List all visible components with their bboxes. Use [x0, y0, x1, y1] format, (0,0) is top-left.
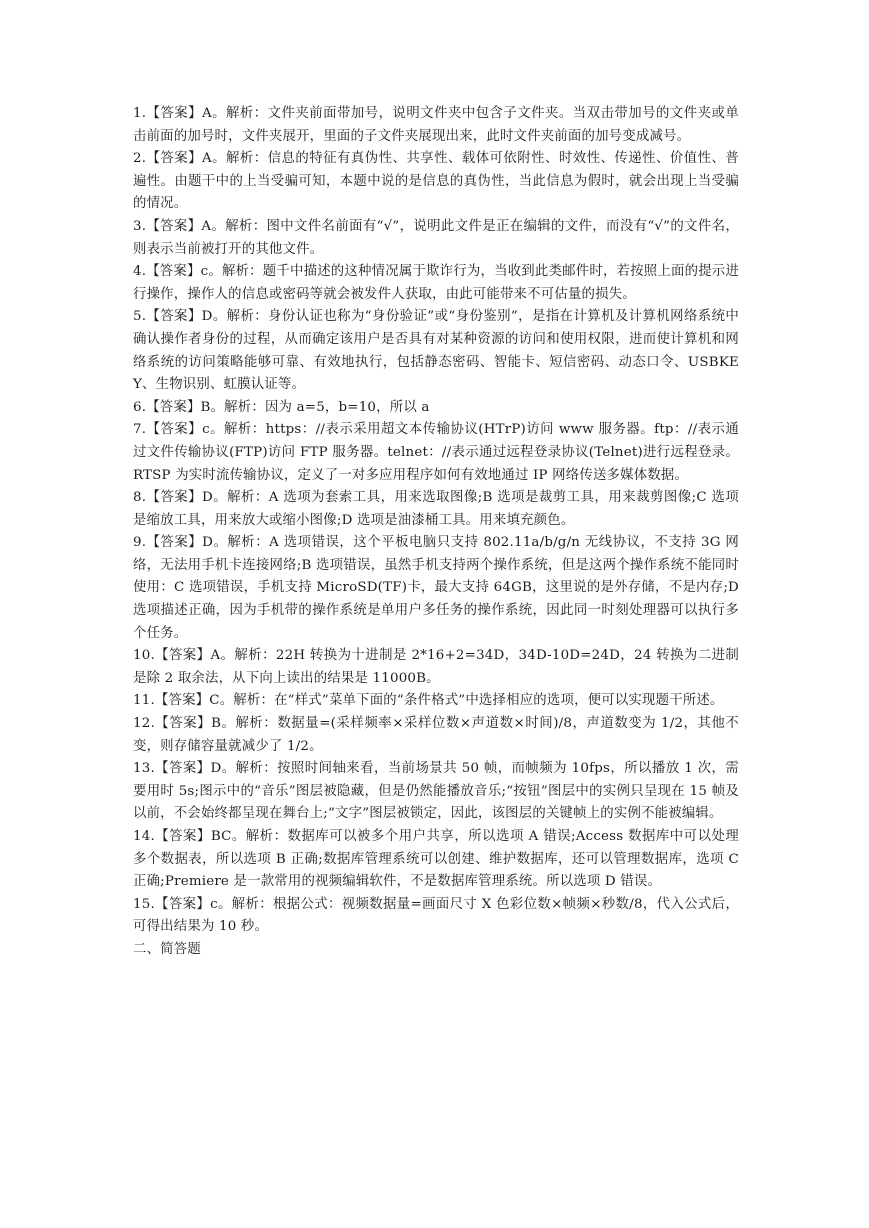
answer-item-10: [133, 645, 739, 690]
answer-number: 11.: [133, 693, 155, 709]
answer-item-3: [133, 216, 739, 261]
answer-item-8: [133, 487, 739, 532]
answer-number: 5.: [133, 309, 147, 325]
answer-item-5: [133, 306, 739, 396]
answer-text: 【答案】B。解析：数据量=(采样频率×采样位数×声道数×时间)/8，声道数变为 1/2，其他不变，则存储容量就减少了 1/2。: [133, 716, 739, 754]
answer-number: 13.: [133, 761, 155, 777]
answer-item-12: [133, 713, 739, 758]
answer-text: 【答案】D。解析：A 选项错误，这个平板电脑只支持 802.11a/b/g/n 无线协议，不支持 3G 网络，无法用手机卡连接网络;B 选项错误，虽然手机支持两个操作系统，但是这两个操作系统不能同时使用：C 选项错误，手机支持 MicroSD(TF)卡，最大支持 64GB，这里说的是外存储，不是内存;D 选项描述正确，因为手机带的操作系统是单用户多任务的操作系统，因此同一时刻处理器可以执行多个任务。: [133, 535, 739, 641]
answer-number: 14.: [133, 829, 155, 844]
answer-number: 12.: [133, 716, 155, 732]
answer-number: 2.: [133, 151, 147, 167]
answer-text: 【答案】BC。解析：数据库可以被多个用户共享，所以选项 A 错误;Access 数据库中可以处理多个数据表，所以选项 B 正确;数据库管理系统可以创建、维护数据库，还可以管理数据库，选项 C 正确;Premiere 是一款常用的视频编辑软件，不是数据库管理系统。所以选项 D 错误。: [133, 829, 739, 890]
answer-number: 6.: [133, 399, 147, 415]
answer-text: 【答案】D。解析：A 选项为套索工具，用来选取图像;B 选项是裁剪工具，用来裁剪图像;C 选项是缩放工具，用来放大或缩小图像;D 选项是油漆桶工具。用来填充颜色。: [133, 490, 739, 528]
answer-item-9: [133, 532, 739, 645]
answer-number: 9.: [133, 535, 147, 551]
answer-number: 3.: [133, 218, 147, 234]
answer-text: 【答案】A。解析：信息的特征有真伪性、共享性、载体可依附性、时效性、传递性、价值性、普遍性。由题干中的上当受骗可知，本题中说的是信息的真伪性，当此信息为假时，就会出现上当受骗的情况。: [133, 151, 739, 212]
answer-number: 10.: [133, 648, 155, 664]
answer-text: 【答案】c。解析：https：//表示采用超文本传输协议(HTrP)访问 www 服务器。ftp：//表示通过文件传输协议(FTP)访问 FTP 服务器。telnet：//表示通过远程登录协议(Telnet)进行远程登录。RTSP 为实时流传输协议，定义了一对多应用程序如何有效地通过 IP 网络传送多媒体数据。: [133, 422, 739, 483]
answer-item-4: [133, 261, 739, 306]
answer-text: 【答案】A。解析：图中文件名前面有“√”，说明此文件是正在编辑的文件，而没有“√”的文件名，则表示当前被打开的其他文件。: [133, 218, 739, 257]
answer-text: 【答案】B。解析：因为 a=5，b=10，所以 a: [146, 399, 430, 415]
answer-key-body: [133, 103, 739, 962]
answer-item-15: [133, 894, 739, 939]
answer-number: 15.: [133, 896, 155, 912]
answer-item-2: [133, 148, 739, 216]
answer-number: 1.: [133, 106, 147, 121]
answer-item-11: [133, 690, 739, 713]
answer-text: 【答案】D。解析：按照时间轴来看，当前场景共 50 帧，而帧频为 10fps，所以播放 1 次，需要用时 5s;图示中的“音乐”图层被隐藏，但是仍然能播放音乐;“按钮”图层中的实例只呈现在 15 帧及以前，不会始终都呈现在舞台上;“文字”图层被锁定，因此，该图层的关键帧上的实例不能被编辑。: [133, 761, 739, 822]
answer-text: 【答案】c。解析：题千中描述的这种情况属于欺诈行为，当收到此类邮件时，若按照上面的提示进行操作，操作人的信息或密码等就会被发件人获取，由此可能带来不可估量的损失。: [133, 264, 739, 302]
answer-text: 【答案】A。解析：22H 转换为十进制是 2*16+2=34D，34D-10D=24D，24 转换为二进制是除 2 取余法，从下向上读出的结果是 11000B。: [133, 648, 739, 686]
answer-item-14: [133, 826, 739, 894]
section-heading: 二、简答题: [133, 941, 201, 957]
answer-text: 【答案】A。解析：文件夹前面带加号，说明文件夹中包含子文件夹。当双击带加号的文件夹或单击前面的加号时，文件夹展开，里面的子文件夹展现出来，此时文件夹前面的加号变成减号。: [133, 106, 739, 144]
answer-item-7: [133, 419, 739, 487]
answer-text: 【答案】C。解析：在“样式”菜单下面的“条件格式”中选择相应的选项，便可以实现题干所述。: [154, 693, 724, 709]
answer-item-6: [133, 397, 739, 420]
answer-number: 7.: [133, 422, 147, 438]
answer-number: 4.: [133, 264, 147, 280]
answer-number: 8.: [133, 490, 147, 506]
answer-text: 【答案】D。解析：身份认证也称为“身份验证”或“身份鉴别”，是指在计算机及计算机网络系统中确认操作者身份的过程，从而确定该用户是否具有对某种资源的访问和使用权限，进而使计算机和网络系统的访问策略能够可靠、有效地执行，包括静态密码、智能卡、短信密码、动态口令、USBKEY、生物识别、虹膜认证等。: [133, 309, 739, 393]
answer-text: 【答案】c。解析：根据公式：视频数据量=画面尺寸 X 色彩位数×帧频×秒数/8，代入公式后，可得出结果为 10 秒。: [133, 896, 739, 935]
answer-item-13: [133, 758, 739, 826]
answer-item-1: [133, 103, 739, 148]
